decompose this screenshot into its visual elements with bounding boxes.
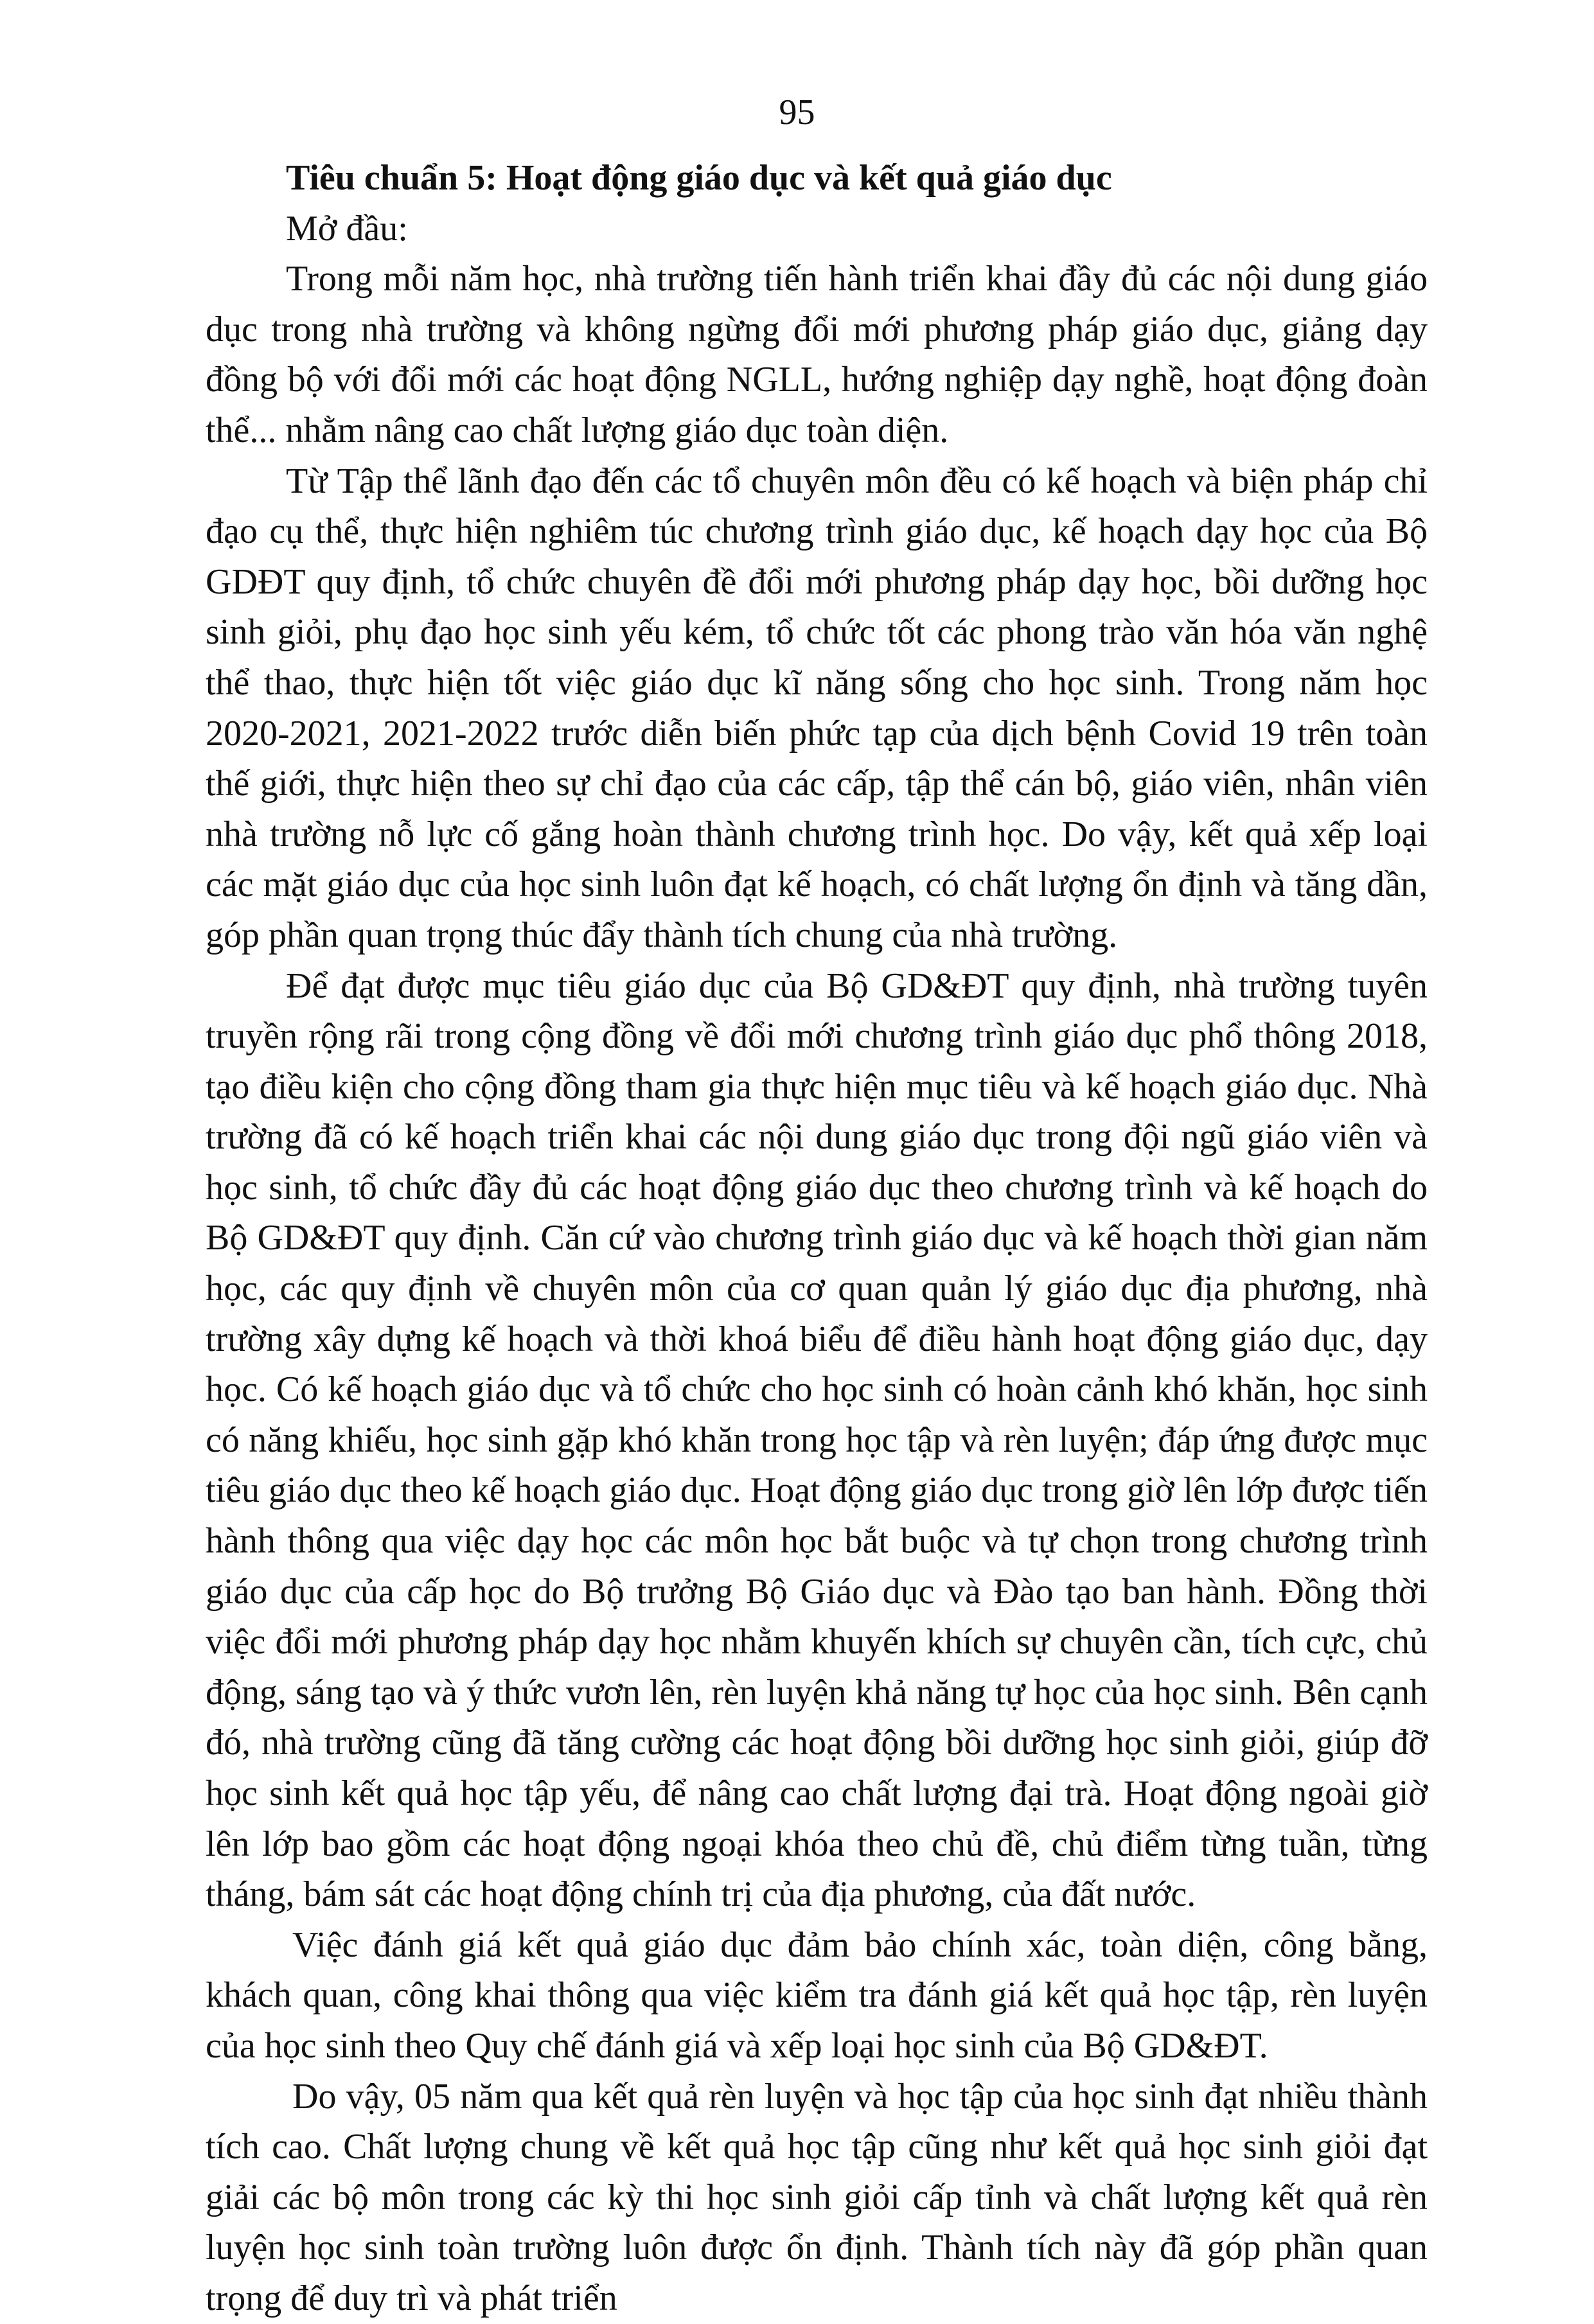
paragraph-1: Trong mỗi năm học, nhà trường tiến hành triển khai đầy đủ các nội dung giáo dục trong nhà trường và không ngừng đổi mới phương pháp giáo dục, giảng dạy đồng bộ với đổi mới các hoạt động NGLL, hướng nghiệp dạy nghề, hoạt động đoàn thể... nhằm nâng cao chất lượng giáo dục toàn diện. [206,259,1428,450]
section-subheading: Mở đầu: [286,208,408,249]
paragraph-3: Để đạt được mục tiêu giáo dục của Bộ GD&ĐT quy định, nhà trường tuyên truyền rộng rãi trong cộng đồng về đổi mới chương trình giáo dục phổ thông 2018, tạo điều kiện cho cộng đồng tham gia thực hiện mục tiêu và kế hoạch giáo dục. Nhà trường đã có kế hoạch triển khai các nội dung giáo dục trong đội ngũ giáo viên và học sinh, tổ chức đầy đủ các hoạt động giáo dục theo chương trình và kế hoạch do Bộ GD&ĐT quy định. Căn cứ vào chương trình giáo dục và kế hoạch thời gian năm học, các quy định về chuyên môn của cơ quan quản lý giáo dục địa phương, nhà trường xây dựng kế hoạch và thời khoá biểu để điều hành hoạt động giáo dục, dạy học. Có kế hoạch giáo dục và tổ chức cho học sinh có hoàn cảnh khó khăn, học sinh có năng khiếu, học sinh gặp khó khăn trong học tập và rèn luyện; đáp ứng được mục tiêu giáo dục theo kế hoạch giáo dục. Hoạt động giáo dục trong giờ lên lớp được tiến hành thông qua việc dạy học các môn học bắt buộc và tự chọn trong chương trình giáo dục của cấp học do Bộ trưởng Bộ Giáo dục và Đào tạo ban hành. Đồng thời việc đổi mới phương pháp dạy học nhằm khuyến khích sự chuyên cần, tích cực, chủ động, sáng tạo và ý thức vươn lên, rèn luyện khả năng tự học của học sinh. Bên cạnh đó, nhà trường cũng đã tăng cường các hoạt động bồi dưỡng học sinh giỏi, giúp đỡ học sinh kết quả học tập yếu, để nâng cao chất lượng đại trà. Hoạt động ngoài giờ lên lớp bao gồm các hoạt động ngoại khóa theo chủ đề, chủ điểm từng tuần, từng tháng, bám sát các hoạt động chính trị của địa phương, của đất nước. [206,965,1428,1915]
section-heading: Tiêu chuẩn 5: Hoạt động giáo dục và kết quả giáo dục [286,158,1112,198]
paragraph-2: Từ Tập thể lãnh đạo đến các tổ chuyên môn đều có kế hoạch và biện pháp chỉ đạo cụ thể, thực hiện nghiêm túc chương trình giáo dục, kế hoạch dạy học của Bộ GDĐT quy định, tổ chức chuyên đề đổi mới phương pháp dạy học, bồi dưỡng học sinh giỏi, phụ đạo học sinh yếu kém, tổ chức tốt các phong trào văn hóa văn nghệ thể thao, thực hiện tốt việc giáo dục kĩ năng sống cho học sinh. Trong năm học 2020-2021, 2021-2022 trước diễn biến phức tạp của dịch bệnh Covid 19 trên toàn thế giới, thực hiện theo sự chỉ đạo của các cấp, tập thể cán bộ, giáo viên, nhân viên nhà trường nỗ lực cố gắng hoàn thành chương trình học. Do vậy, kết quả xếp loại các mặt giáo dục của học sinh luôn đạt kế hoạch, có chất lượng ổn định và tăng dần, góp phần quan trọng thúc đẩy thành tích chung của nhà trường. [206,461,1428,955]
page-number: 95 [779,92,815,132]
paragraph-5: Do vậy, 05 năm qua kết quả rèn luyện và học tập của học sinh đạt nhiều thành tích cao. Chất lượng chung về kết quả học tập cũng như kết quả học sinh giỏi đạt giải các bộ môn trong các kỳ thi học sinh giỏi cấp tỉnh và chất lượng kết quả rèn luyện học sinh toàn trường luôn được ổn định. Thành tích này đã góp phần quan trọng để duy trì và phát triển [206,2076,1428,2318]
paragraph-4: Việc đánh giá kết quả giáo dục đảm bảo chính xác, toàn diện, công bằng, khách quan, công khai thông qua việc kiểm tra đánh giá kết quả học tập, rèn luyện của học sinh theo Quy chế đánh giá và xếp loại học sinh của Bộ GD&ĐT. [206,1924,1428,2066]
document-body [206,153,1428,2324]
